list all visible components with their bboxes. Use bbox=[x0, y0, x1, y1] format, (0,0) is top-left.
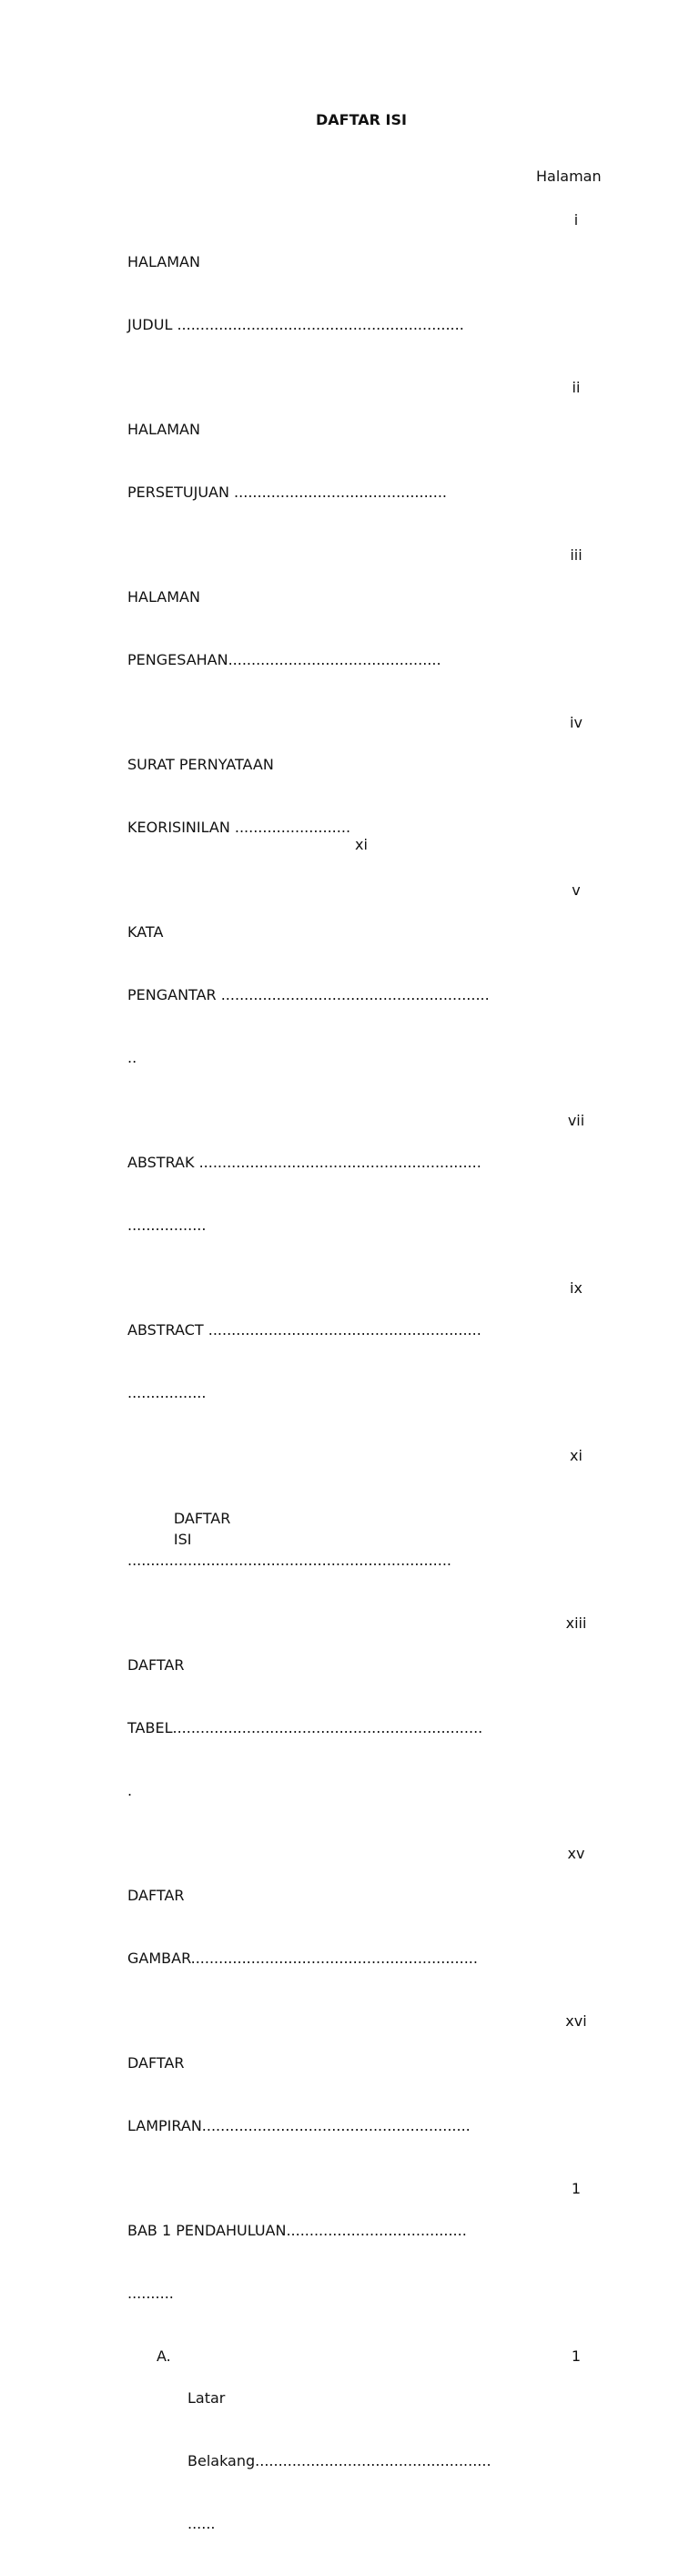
toc-page-number: vii bbox=[567, 1112, 585, 1129]
toc-entry-text: Belakang................................................... bbox=[187, 2452, 491, 2469]
toc-entry-text: JUDUL .............................................................. bbox=[127, 316, 464, 333]
toc-entry-daftar-gambar bbox=[127, 1843, 610, 2011]
toc-page-number: ix bbox=[570, 1279, 582, 1297]
toc-entry-abstrak bbox=[127, 1110, 610, 1278]
toc-page-number: v bbox=[572, 881, 581, 899]
toc-entry-text: HALAMAN bbox=[127, 588, 200, 606]
toc-entry-text: KATA bbox=[127, 923, 164, 941]
toc-entry-daftar-isi bbox=[127, 1445, 610, 1613]
footer-page-number: xi bbox=[355, 836, 368, 853]
toc-entry-text: ...................................................................... bbox=[127, 1552, 452, 1569]
toc-subentry-marker: A. bbox=[157, 2347, 171, 2365]
table-of-contents bbox=[127, 209, 610, 2576]
page-title: DAFTAR ISI bbox=[316, 111, 407, 128]
toc-entry-text: HALAMAN bbox=[127, 421, 200, 438]
toc-entry-text: Latar bbox=[187, 2389, 226, 2407]
toc-entry-text: DAFTAR bbox=[173, 1510, 231, 1527]
toc-entry-halaman-persetujuan bbox=[127, 377, 610, 545]
toc-entry-text: PENGESAHAN.............................................. bbox=[127, 651, 441, 668]
toc-entry-text: GAMBAR.............................................................. bbox=[127, 1950, 478, 1967]
toc-subentry-latar-belakang bbox=[127, 2346, 610, 2576]
toc-entry-bab-1 bbox=[127, 2178, 610, 2346]
toc-entry-halaman-pengesahan bbox=[127, 545, 610, 712]
toc-entry-text: PENGANTAR .......................................................... bbox=[127, 986, 490, 1003]
toc-page-number: ii bbox=[572, 379, 581, 396]
toc-entry-text: KEORISINILAN ......................... bbox=[127, 819, 351, 836]
toc-entry-text: .......... bbox=[127, 2285, 174, 2302]
toc-entry-text: .. bbox=[127, 1049, 137, 1066]
toc-page-number: i bbox=[573, 211, 579, 229]
page-column-header: Halaman bbox=[536, 168, 602, 185]
toc-page-number: 1 bbox=[571, 2180, 582, 2197]
toc-page-number: iv bbox=[570, 714, 582, 731]
toc-entry-text: PERSETUJUAN .............................................. bbox=[127, 484, 448, 501]
toc-entry-text: DAFTAR bbox=[127, 2054, 185, 2072]
toc-entry-line bbox=[127, 1487, 542, 1548]
toc-entry-text: ...... bbox=[187, 2515, 216, 2532]
toc-entry-text: TABEL................................................................... bbox=[127, 1719, 483, 1736]
toc-entry-daftar-tabel bbox=[127, 1613, 610, 1843]
toc-entry-kata-pengantar bbox=[127, 880, 610, 1110]
toc-page-number: iii bbox=[570, 546, 582, 564]
toc-entry-text: HALAMAN bbox=[127, 253, 200, 270]
toc-entry-surat-pernyataan bbox=[127, 712, 610, 880]
toc-page-number: xv bbox=[567, 1845, 585, 1862]
toc-page-number: xvi bbox=[565, 2012, 587, 2030]
toc-entry-text: ABSTRACT ........................................................... bbox=[127, 1321, 481, 1339]
toc-entry-text: BAB 1 PENDAHULUAN....................................... bbox=[127, 2222, 467, 2239]
toc-page-number: xi bbox=[570, 1447, 582, 1464]
toc-page-number: 1 bbox=[571, 2347, 582, 2365]
toc-page-number: xiii bbox=[565, 1614, 587, 1632]
toc-entry-daftar-lampiran bbox=[127, 2011, 610, 2178]
toc-entry-text: ................. bbox=[127, 1217, 207, 1234]
toc-entry-text: DAFTAR bbox=[127, 1887, 185, 1904]
toc-entry-halaman-judul bbox=[127, 209, 610, 377]
toc-entry-text: DAFTAR bbox=[127, 1656, 185, 1674]
toc-entry-text: ISI bbox=[173, 1531, 192, 1548]
toc-entry-text: . bbox=[127, 1782, 133, 1799]
toc-entry-text: SURAT PERNYATAAN bbox=[127, 756, 274, 773]
toc-entry-text: LAMPIRAN.......................................................... bbox=[127, 2117, 471, 2134]
toc-entry-text: ................. bbox=[127, 1384, 207, 1401]
toc-entry-text: ABSTRAK ............................................................. bbox=[127, 1154, 481, 1171]
toc-entry-abstract bbox=[127, 1278, 610, 1445]
